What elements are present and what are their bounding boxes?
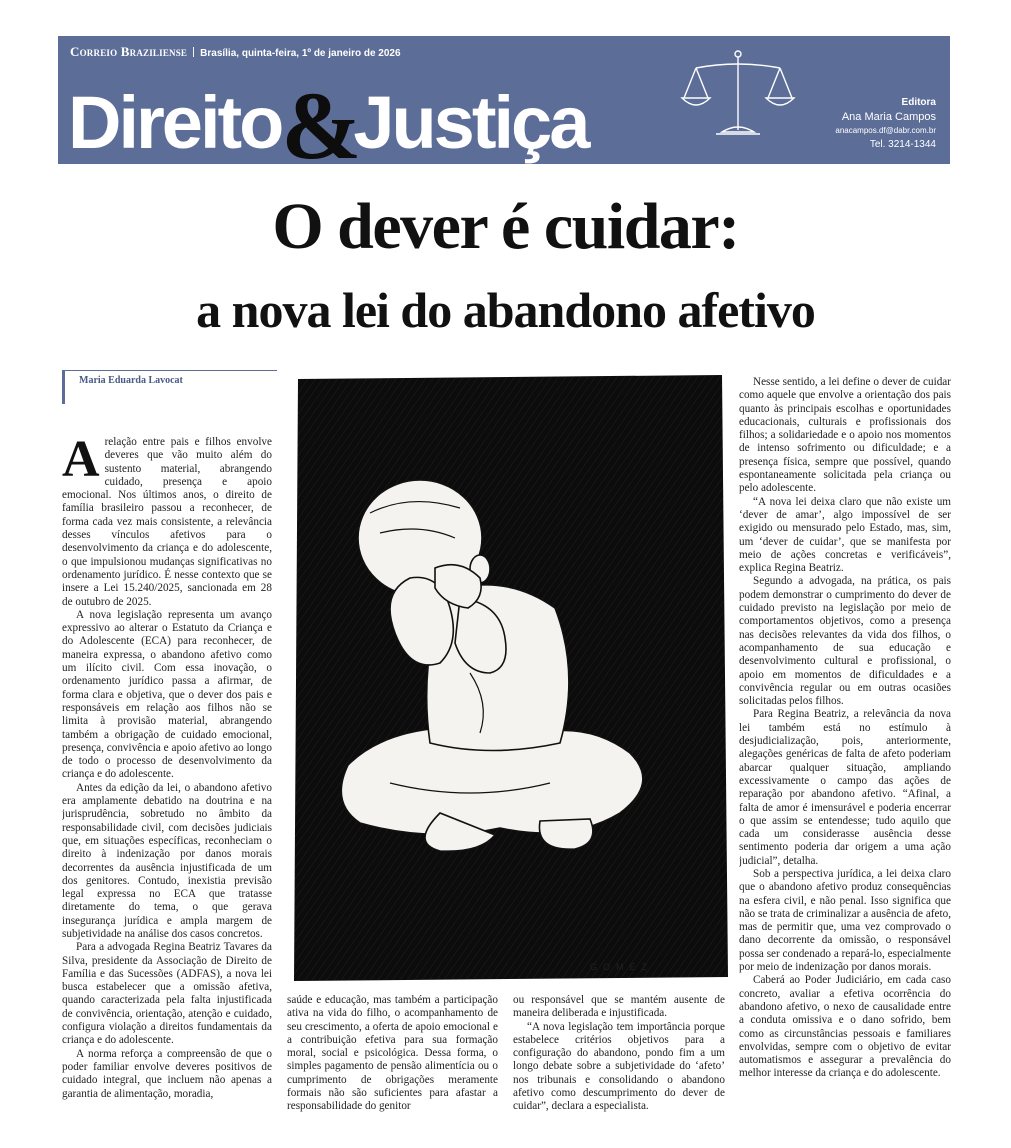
section-masthead — [58, 36, 950, 179]
paragraph: Para Regina Beatriz, a relevância da nova lei também está no estímulo à desjudicialização, pois, anteriormente, alegações genéricas de falta de afeto poderiam abarcar qualquer situação, ampliando excessivamente o campo das ações de reparação por abandono afetivo. “Afinal, a falta de amor é imensurável e poderia encerrar o que assim se entendesse; tudo aquilo que cada um considerasse ausência desse sentimento poderia dar origem a uma ação judicial”, detalha. — [739, 708, 951, 867]
article-subheadline: a nova lei do abandono afetivo — [196, 282, 815, 338]
paper-name: Correio Braziliense — [70, 44, 188, 59]
paragraph: Antes da edição da lei, o abandono afetivo era amplamente debatido na doutrina e na jurisprudência, sobretudo no âmbito da responsabilidade civil, com decisões judiciais que, em situações específicas, reconheciam o direito à indenização por danos morais decorrentes da ausência injustificada de um dos genitores. Contudo, inexistia previsão legal expressa no ECA que tratasse diretamente do tema, o que gerava insegurança jurídica e ampla margem de subjetividade na análise dos casos concretos. — [62, 781, 272, 940]
drop-cap: A — [62, 436, 100, 488]
article-headline: O dever é cuidar: — [272, 190, 739, 263]
article-column-1 — [62, 436, 272, 1134]
editor-role: Editora — [901, 97, 936, 108]
paragraph: A norma reforça a compreensão de que o poder familiar envolve deveres positivos de cuidado integral, que incluem não apenas a garantia de alimentação, moradia, — [62, 1047, 272, 1100]
paper-date-line — [70, 44, 401, 60]
section-word-direito: Direito — [68, 81, 282, 164]
byline-rule — [65, 370, 277, 371]
paragraph: Segundo a advogada, na prática, os pais podem demonstrar o cumprimento do dever de cuidado previsto na legislação por meio de comportamentos objetivos, como a presença nas decisões relevantes da vida dos filhos, o acompanhamento de sua educação e desenvolvimento cultural e profissional, o apoio em momentos de dificuldades e a convivência regular ou em outras ocasiões solicitadas pelos filhos. — [739, 575, 951, 708]
editor-info — [835, 96, 936, 152]
section-ampersand: & — [281, 72, 358, 179]
paragraph: Caberá ao Poder Judiciário, em cada caso concreto, avaliar a efetiva ocorrência do abandono afetivo, o nexo de causalidade entre a conduta omissiva e o dano sofrido, bem como as circunstâncias pessoais e familiares envolvidas, sempre com o objetivo de evitar automatismos e assegurar a prevalência do melhor interesse da criança e do adolescente. — [739, 974, 951, 1080]
paragraph: saúde e educação, mas também a participação ativa na vida do filho, o acompanhamento de seu crescimento, a oferta de apoio emocional e a contribuição efetiva para sua formação moral, social e psicológica. Dessa forma, o simples pagamento de pensão alimentícia ou o cumprimento de obrigações meramente formais não são suficientes para afastar a responsabilidade do genitor — [287, 994, 498, 1113]
byline-box — [62, 370, 274, 404]
article-column-4 — [739, 376, 951, 1134]
paragraph: Sob a perspectiva jurídica, a lei deixa claro que o abandono afetivo produz consequências na esfera civil, e não penal. Isso significa que não se trata de criminalizar a ausência de afeto, mas de permitir que, uma vez comprovado o dano decorrente da omissão, o responsável possa ser condenado a repará-lo, especialmente por meio de indenização por danos morais. — [739, 867, 951, 974]
article-column-2 — [287, 994, 498, 1134]
section-title — [68, 66, 588, 179]
section-word-justica: Justiça — [353, 81, 588, 164]
editor-email[interactable]: anacampos.df@dabr.com.br — [835, 126, 936, 135]
editor-name: Ana Maria Campos — [841, 111, 936, 123]
paragraph: A nova legislação representa um avanço expressivo ao alterar o Estatuto da Criança e do Adolescente (ECA) para reconhecer, de maneira expressa, o abandono afetivo como um ilícito civil. Com essa inovação, o ordenamento jurídico passa a afirmar, de forma clara e objetiva, que o dever dos pais e responsáveis em relação aos filhos não se limita à provisão material, abrangendo também a obrigação de cuidado emocional, presença, convivência e apoio afetivo ao longo de todo o processo de desenvolvimento da criança e do adolescente. — [62, 608, 272, 781]
paragraph: “A nova legislação tem importância porque estabelece critérios objetivos para a configuração do abandono, pondo fim a um longo debate sobre a subjetividade do ‘afeto’ nos tribunais e consolidando o abandono afetivo como descumprimento do dever de cuidar”, declara a especialista. — [513, 1020, 725, 1113]
paragraph: Para a advogada Regina Beatriz Tavares da Silva, presidente da Associação de Direito de Família e das Sucessões (ADFAS), a nova lei busca estabelecer que a omissão afetiva, quando caracterizada pela falta injustificada de convivência, orientação, atenção e cuidado, configura violação a direitos fundamentais da criança e do adolescente. — [62, 941, 272, 1047]
date-line: Brasília, quinta-feira, 1º de janeiro de 2026 — [200, 48, 401, 59]
paragraph: A relação entre pais e filhos envolve deveres que vão muito além do sustento material, abrangendo cuidado, presença e apoio emocional. Nos últimos anos, o direito de família brasileiro passou a reconhecer, de forma cada vez mais consistente, a relevância desses vínculos afetivos para o desenvolvimento da criança e do adolescente, o que impulsionou mudanças significativas no ordenamento jurídico. É nesse contexto que se insere a Lei 15.240/2025, sancionada em 28 de outubro de 2025. — [62, 436, 272, 608]
article-column-3 — [513, 994, 725, 1134]
separator — [193, 47, 194, 57]
paragraph: “A nova lei deixa claro que não existe um ‘dever de amar’, algo impossível de ser exigido ou mensurado pelo Estado, mas, sim, um ‘dever de cuidar’, que se manifesta por meio de ações concretas e verificáveis”, explica Regina Beatriz. — [739, 495, 951, 575]
illustration-signature: GOMEZ — [590, 962, 653, 972]
paragraph: ou responsável que se mantém ausente de maneira deliberada e injustificada. — [513, 994, 725, 1020]
editor-phone: Tel. 3214-1344 — [869, 139, 936, 150]
illustration-sad-child — [290, 373, 730, 985]
byline: Maria Eduarda Lavocat — [79, 375, 183, 386]
scales-of-justice-icon — [678, 42, 798, 142]
paragraph: Nesse sentido, a lei define o dever de cuidar como aquele que envolve a orientação dos pais quanto às principais escolhas e oportunidades educacionais, culturais e profissionais dos filhos; a solidariedade e o apoio nos momentos de intenso sofrimento ou dificuldade; e a presença física, sempre que possível, quando espontaneamente solicitada pela criança ou pelo adolescente. — [739, 376, 951, 495]
